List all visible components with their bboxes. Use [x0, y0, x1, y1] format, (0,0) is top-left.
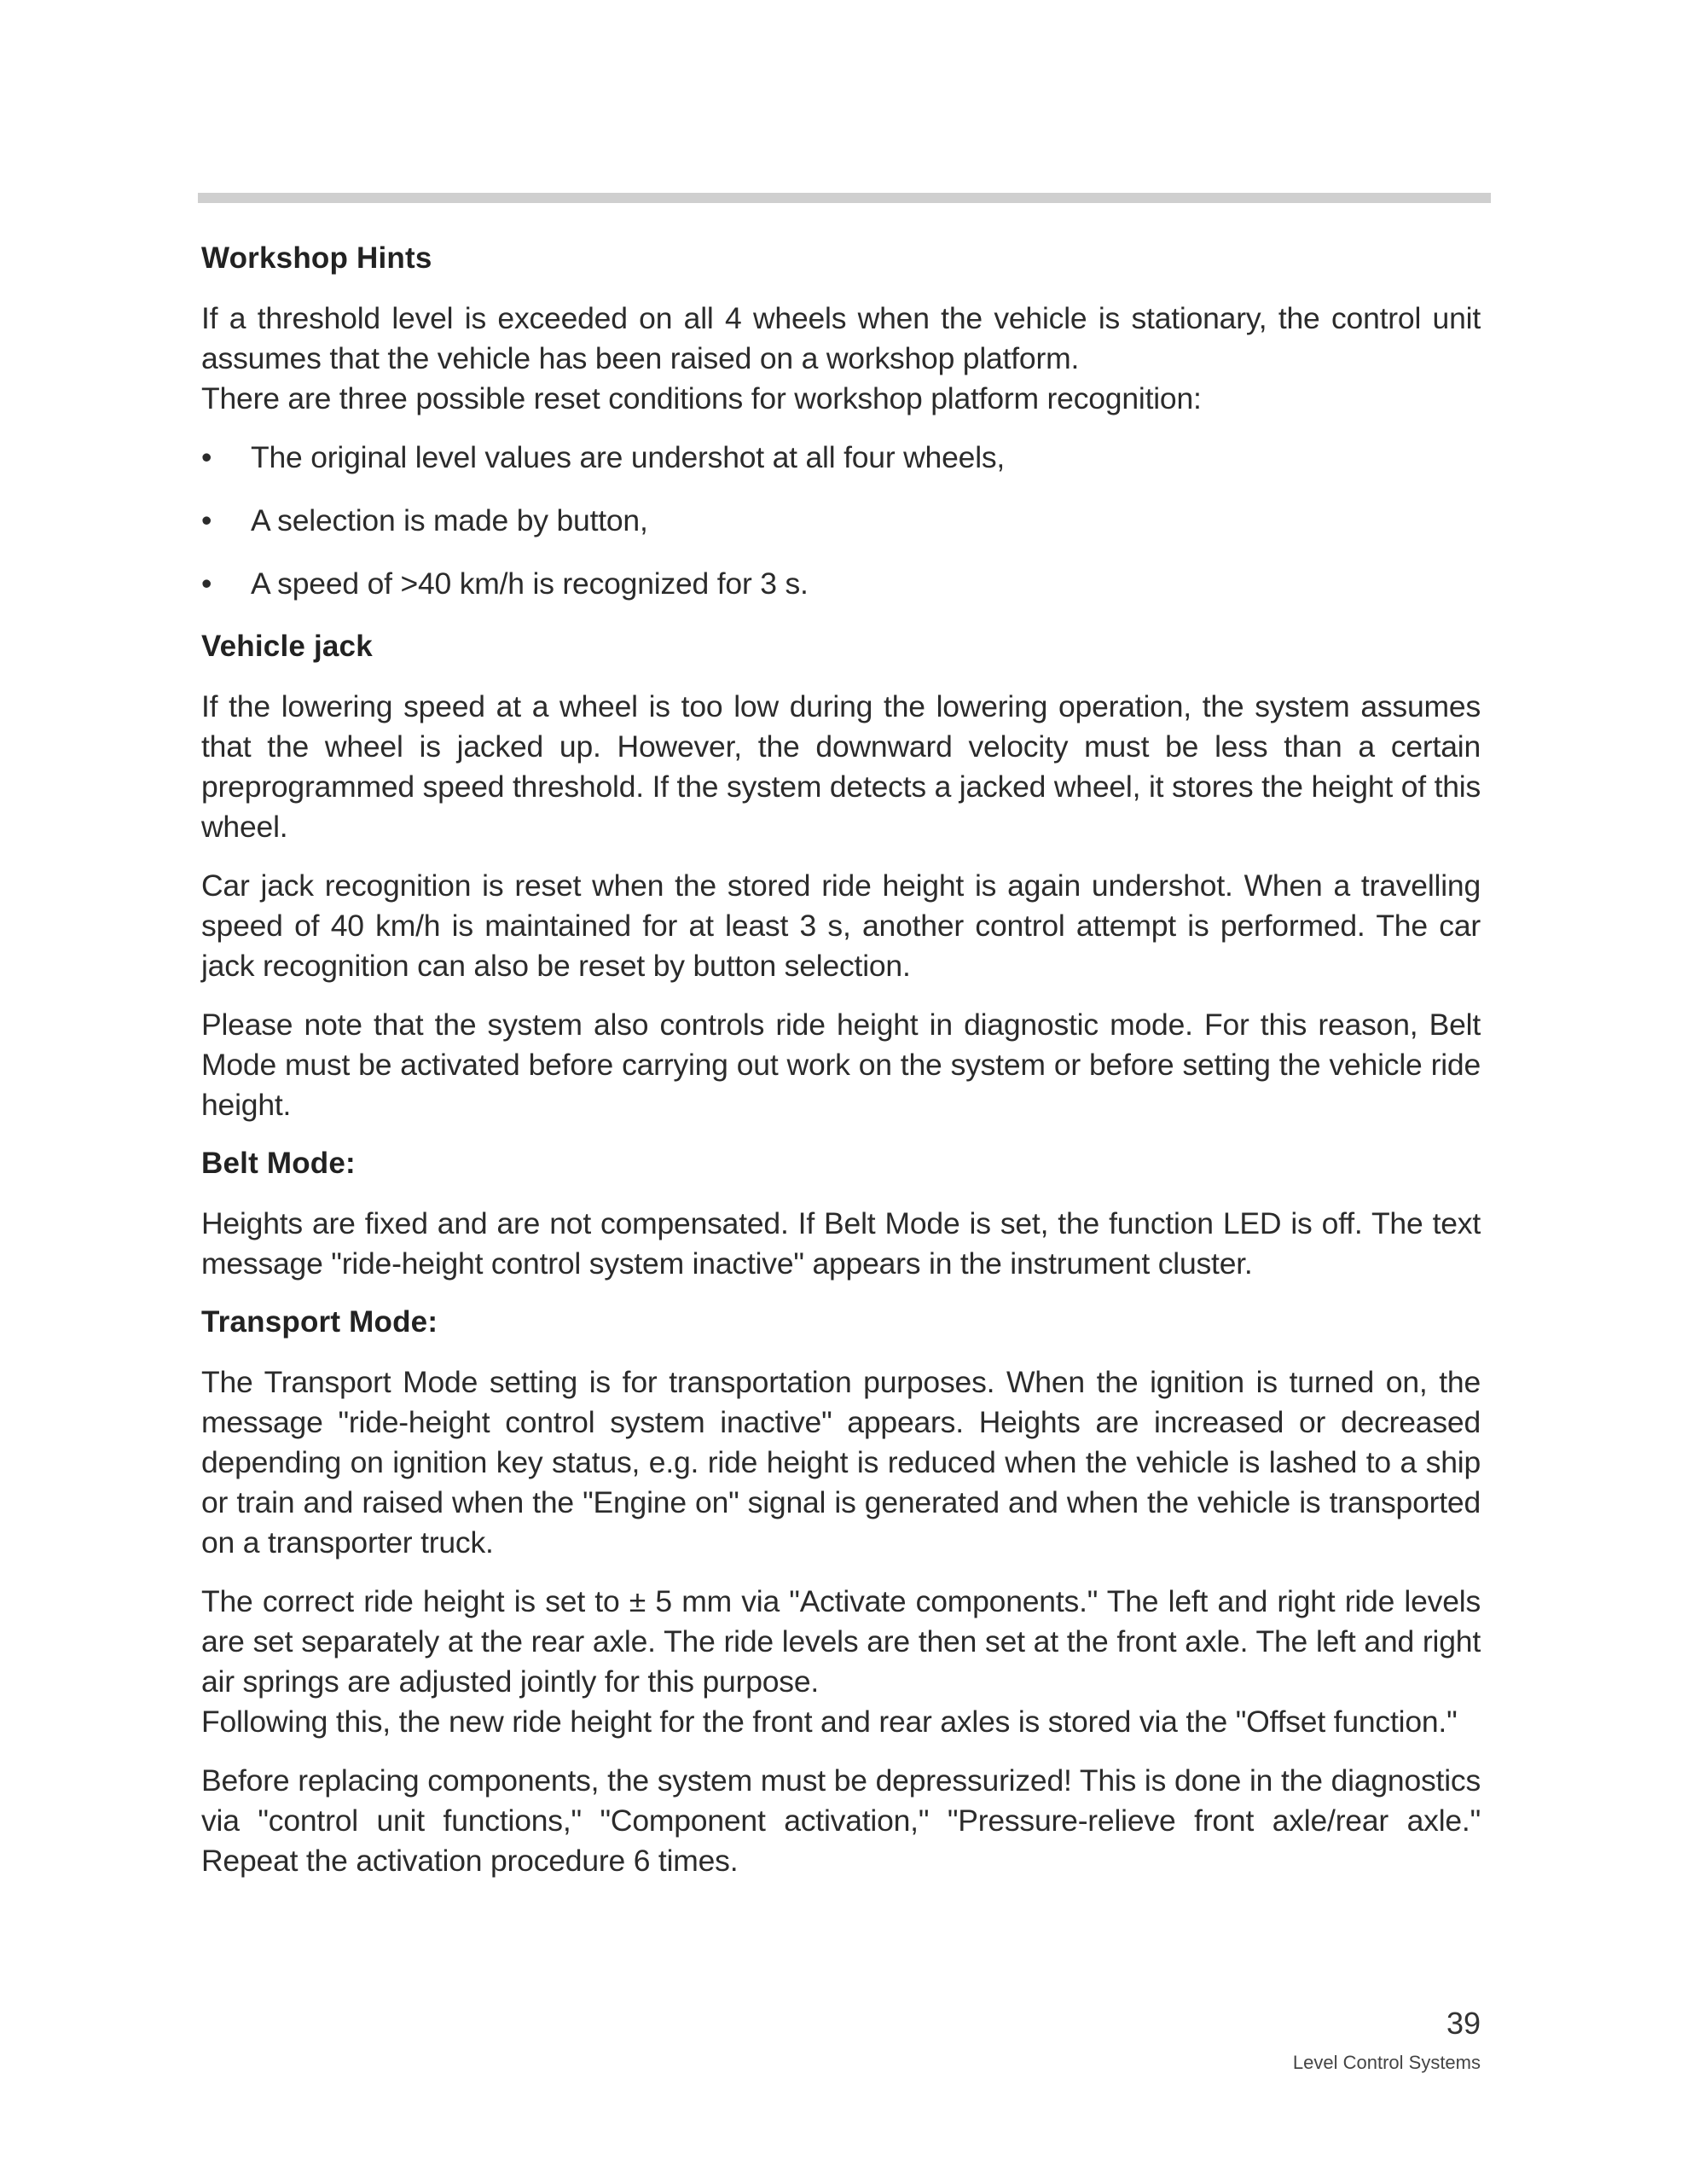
workshop-reset-conditions-paragraph: There are three possible reset conditions for workshop platform recognition: — [201, 381, 1202, 415]
list-item — [201, 564, 1481, 604]
transport-mode-paragraph-2: The correct ride height is set to ± 5 mm via "Activate components." The left and right ride levels are set separately at the rear axle. The ride levels are then set at the front axle. The left and right air springs are adjusted jointly for this purpose. — [201, 1584, 1481, 1699]
workshop-intro-paragraph: If a threshold level is exceeded on all 4 wheels when the vehicle is stationary, the control unit assumes that the vehicle has been raised on a workshop platform. — [201, 301, 1481, 375]
list-item-text: A speed of >40 km/h is recognized for 3 s. — [251, 566, 809, 601]
vehicle-jack-paragraph-3: Please note that the system also controls ride height in diagnostic mode. For this reason, Belt Mode must be activated before carrying out work on the system or before setting the vehicle ride height. — [201, 1008, 1481, 1122]
footer-document-title: Level Control Systems — [1292, 2052, 1481, 2073]
heading-vehicle-jack: Vehicle jack — [201, 630, 373, 663]
bullet-icon: • — [201, 566, 212, 601]
transport-mode-paragraph-3: Following this, the new ride height for the front and rear axles is stored via the "Offset function." — [201, 1705, 1458, 1739]
header-rule — [198, 193, 1491, 203]
page-content — [201, 239, 1481, 1900]
bullet-icon: • — [201, 503, 212, 537]
list-item — [201, 501, 1481, 541]
transport-mode-paragraph-1: The Transport Mode setting is for transportation purposes. When the ignition is turned on, the message "ride-height control system inactive" appears. Heights are increased or decreased depending on ignition key status, e.g. ride height is reduced when the vehicle is lashed to a ship or train and raised when the "Engine on" signal is generated and when the vehicle is transported on a transporter truck. — [201, 1365, 1481, 1560]
vehicle-jack-paragraph-1: If the lowering speed at a wheel is too low during the lowering operation, the system assumes that the wheel is jacked up. However, the downward velocity must be less than a certain preprogrammed speed threshold. If the system detects a jacked wheel, it stores the height of this wheel. — [201, 689, 1481, 844]
heading-workshop-hints: Workshop Hints — [201, 241, 432, 275]
belt-mode-paragraph: Heights are fixed and are not compensated. If Belt Mode is set, the function LED is off. The text message "ride-height control system inactive" appears in the instrument cluster. — [201, 1206, 1481, 1281]
vehicle-jack-paragraph-2: Car jack recognition is reset when the stored ride height is again undershot. When a travelling speed of 40 km/h is maintained for at least 3 s, another control attempt is performed. The car jack recognition can also be reset by button selection. — [201, 868, 1481, 983]
reset-conditions-list — [201, 438, 1481, 604]
transport-mode-paragraph-4: Before replacing components, the system must be depressurized! This is done in the diagnostics via "control unit functions," "Component activation," "Pressure-relieve front axle/rear axle." Repeat the activation procedure 6 times. — [201, 1763, 1481, 1878]
heading-belt-mode: Belt Mode: — [201, 1147, 356, 1180]
heading-transport-mode: Transport Mode: — [201, 1305, 438, 1339]
document-page — [201, 0, 1481, 2184]
list-item-text: The original level values are undershot at all four wheels, — [251, 440, 1006, 474]
list-item-text: A selection is made by button, — [251, 503, 648, 537]
page-number: 39 — [1446, 2006, 1481, 2041]
list-item — [201, 438, 1481, 478]
bullet-icon: • — [201, 440, 212, 474]
